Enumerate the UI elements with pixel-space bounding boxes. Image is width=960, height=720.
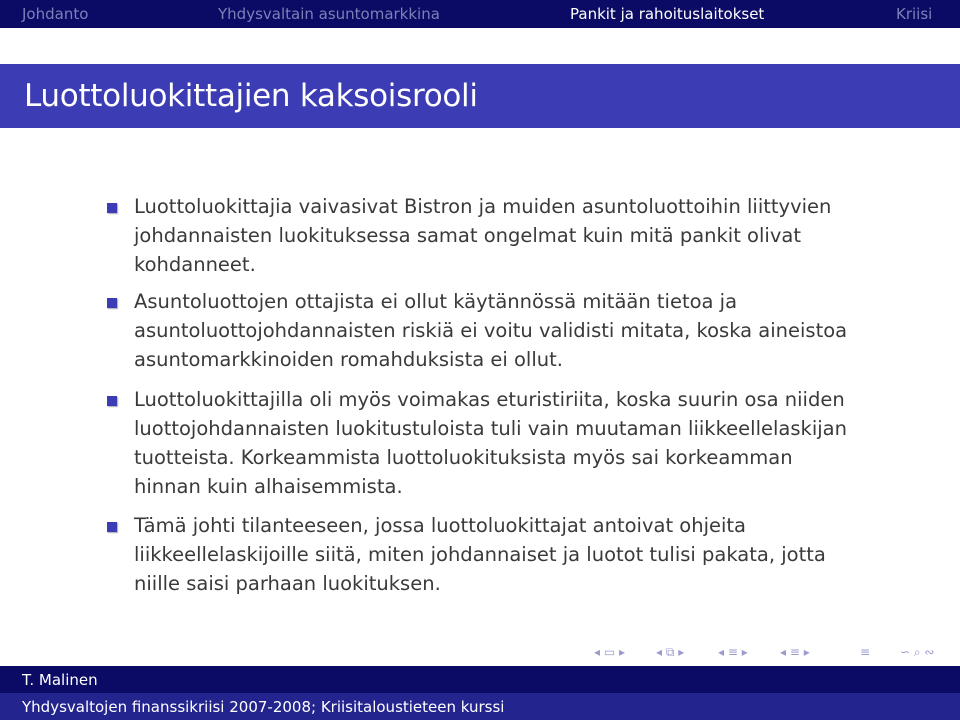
nav-section-icon[interactable]: ◂ ≡ ▸ [780,645,810,659]
nav-section-kriisi[interactable]: Kriisi [896,5,933,23]
bullet-line: Luottoluokittajilla oli myös voimakas eturistiriita, koska suurin osa niiden [134,388,845,411]
frame-title-bar [0,64,960,128]
bullet-line: luottojohdannaisten luokitustuloista tuli vain muutaman liikkeellelaskijan [134,417,847,440]
bullet-item-2 [134,287,894,374]
nav-section-asuntomarkkina[interactable]: Yhdysvaltain asuntomarkkina [218,5,440,23]
footer-author-bar [0,666,960,693]
frame-title: Luottoluokittajien kaksoisrooli [24,78,478,114]
nav-search-icon[interactable]: ∽ ⌕ ∾ [900,645,935,659]
footer-author: T. Malinen [22,671,98,689]
bullet-line: asuntomarkkinoiden romahduksista ei ollut. [134,348,563,371]
bullet-line: asuntoluottojohdannaisten riskiä ei voitu validisti mitata, koska aineistoa [134,319,848,342]
nav-first-icon[interactable]: ◂ ▭ ▸ [594,645,626,659]
nav-align-icon[interactable]: ≡ [860,645,871,659]
bullet-item-3 [134,385,894,501]
bullet-line: niille saisi parhaan luokituksen. [134,572,441,595]
bullet-item-1 [134,192,894,279]
bullet-marker [107,396,117,406]
top-navigation-bar [0,0,960,28]
nav-subsection-icon[interactable]: ◂ ≡ ▸ [718,645,748,659]
bullet-line: tuotteista. Korkeammista luottoluokituksista myös sai korkeamman [134,446,793,469]
bullet-line: liikkeellelaskijoille siitä, miten johdannaiset ja luotot tulisi pakata, jotta [134,543,826,566]
bullet-marker [107,203,117,213]
bullet-line: kohdanneet. [134,253,256,276]
nav-section-pankit[interactable]: Pankit ja rahoituslaitokset [570,5,765,23]
navigation-symbols [594,645,954,663]
bullet-marker [107,298,117,308]
bullet-line: Asuntoluottojen ottajista ei ollut käytännössä mitään tietoa ja [134,290,738,313]
footer-course-title: Yhdysvaltojen finanssikriisi 2007-2008; Kriisitaloustieteen kurssi [22,698,505,716]
bullet-line: johdannaisten luokituksessa samat ongelmat kuin mitä pankit olivat [134,224,801,247]
bullet-line: Luottoluokittajia vaivasivat Bistron ja muiden asuntoluottoihin liittyvien [134,195,832,218]
bullet-line: Tämä johti tilanteeseen, jossa luottoluokittajat antoivat ohjeita [134,514,747,537]
bullet-item-4 [134,511,894,598]
nav-section-johdanto[interactable]: Johdanto [22,5,89,23]
nav-frame-icon[interactable]: ◂ ⧉ ▸ [656,645,685,659]
footer-title-bar [0,693,960,720]
bullet-marker [107,522,117,532]
bullet-line: hinnan kuin alhaisemmista. [134,475,403,498]
